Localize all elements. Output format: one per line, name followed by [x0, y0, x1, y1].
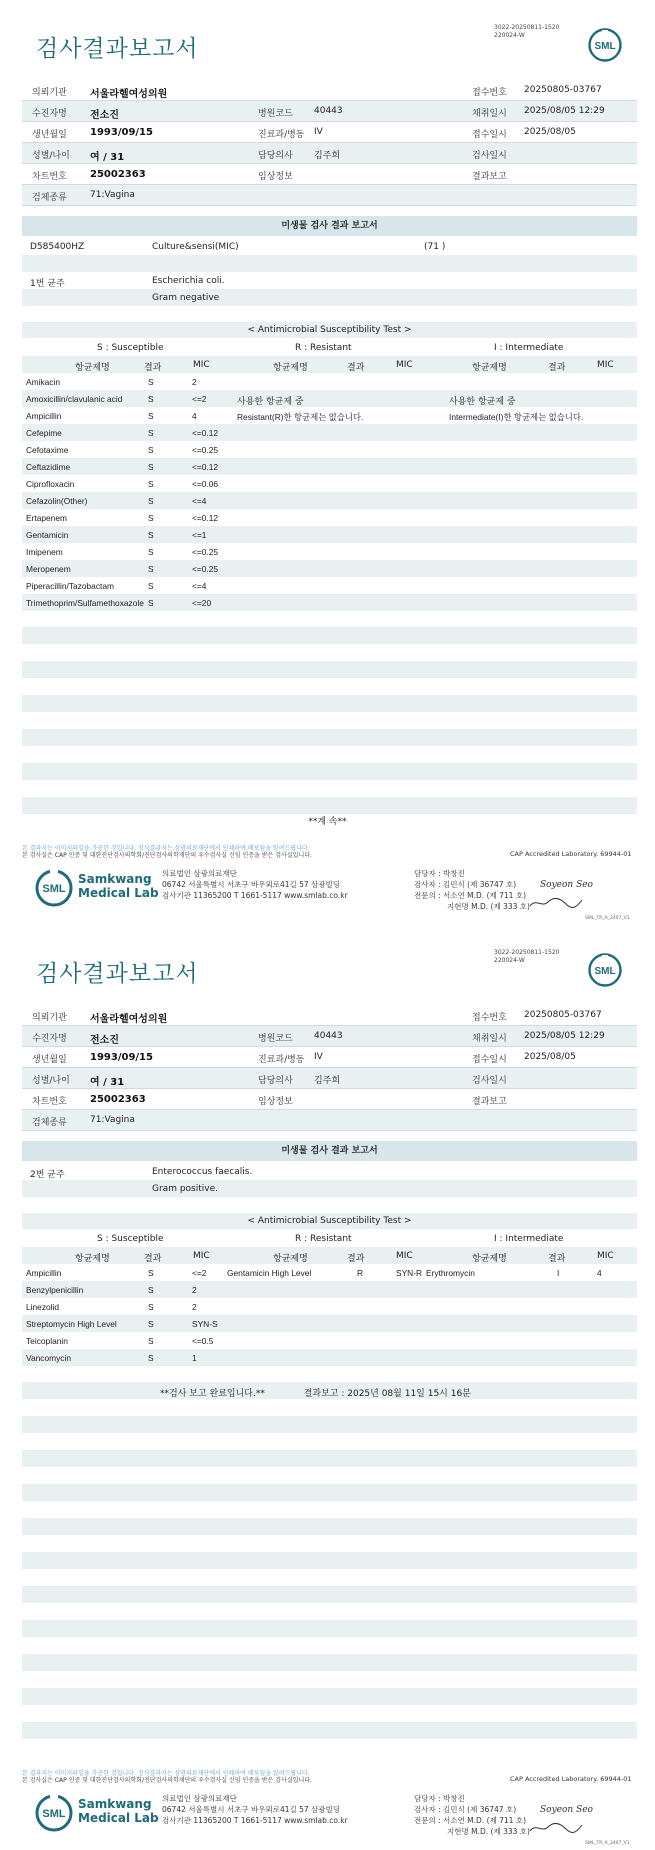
specimen-type: 71:Vagina: [90, 190, 135, 200]
ast-column-header: 항균제명 결과 MIC 항균제명 결과 MIC 항균제명 결과 MIC: [22, 1247, 637, 1264]
ast-row: [22, 1281, 637, 1298]
ast-row: [22, 1298, 637, 1315]
ast-row: [22, 577, 637, 594]
document-code: 3022-20250811-1520 220024-W: [494, 949, 560, 964]
received-date: 2025/08/05: [524, 127, 576, 137]
image-notice: 본 결과지는 이미지파일을 가공한 것입니다. 정식결과지는 삼광의료재단에서 인쇄하여 배포됨을 알려드립니다.: [22, 845, 310, 852]
ast-drug: Ampicillin: [26, 411, 62, 421]
ast-drug: Ertapenem: [26, 513, 67, 523]
ast-row: [22, 1332, 637, 1349]
ast-result: S: [148, 394, 154, 404]
ast-drug: Teicoplanin: [26, 1336, 68, 1346]
section-title: 미생물 검사 결과 보고서: [22, 216, 637, 236]
ast-drug: Ciprofloxacin: [26, 479, 75, 489]
ast-result: S: [148, 445, 154, 455]
lab-brand: Samkwang Medical Lab: [78, 872, 159, 900]
sml-logo-icon: [588, 953, 622, 987]
ast-drug: Piperacillin/Tazobactam: [26, 581, 114, 591]
patient-info: 의뢰기관 서울라헬여성의원 접수번호 20250805-03767 수진자명 전소진 병원코드 40443 채취일시 2025/08/05 12:29 생년월일 1993/09/15 진료과/병동 IV 접수일시 2025/08/05 성별/나이 여 / 31 담당의사 김주희 검사일시 차트번호 25002363 임상정보 결과보고 검체종류 71:Vagina: [22, 80, 637, 206]
received-date: 2025/08/05: [524, 1052, 576, 1062]
accreditation-notice: 본 검사실은 CAP 인증 및 대한진단검사의학회/진단검사의학재단의 우수검사실 신임 인증을 받은 검사실입니다.: [22, 1777, 312, 1784]
ast-mic: <=4: [192, 581, 207, 591]
stripe: [22, 1450, 637, 1467]
stripe: [22, 1484, 637, 1501]
ast-mic: <=0.25: [192, 445, 219, 455]
stripe: [22, 1416, 637, 1433]
stripe: [22, 729, 637, 746]
hospital-code: 40443: [314, 106, 343, 116]
chart-number: 25002363: [90, 1094, 146, 1105]
cap-accreditation: CAP Accredited Laboratory. 69944-01: [510, 1775, 632, 1783]
ast-row: [22, 475, 637, 492]
stripe: [22, 763, 637, 780]
lab-address: 의료법인 삼광의료재단 06742 서울특별시 서초구 바우뫼로41길 57 삼광빌딩 검사기관 11365200 T 1661-5117 www.smlab.co.kr: [162, 1794, 348, 1825]
ast-result: S: [148, 1336, 154, 1346]
stripe: [22, 695, 637, 712]
ast-drug: Streptomycin High Level: [26, 1319, 117, 1329]
department: IV: [314, 127, 323, 137]
ast-result: S: [148, 1302, 154, 1312]
ast-drug: Cefotaxime: [26, 445, 69, 455]
birth-date: 1993/09/15: [90, 127, 153, 138]
client-name: 서울라헬여성의원: [90, 1014, 168, 1025]
signature: Soyeon Seo: [540, 880, 593, 890]
patient-name: 전소진: [90, 110, 119, 121]
patient-name: 전소진: [90, 1035, 119, 1046]
stripe: [22, 1586, 637, 1603]
ast-mic: <=0.12: [192, 513, 219, 523]
lab-signatures: 담당자 : 박창진 검사자 : 김민식 (제 36747 호) 전문의 : 서소연 M.D. (제 711 호) 지현명 M.D. (제 333 호): [414, 1794, 530, 1836]
collected-datetime: 2025/08/05 12:29: [524, 106, 605, 116]
section-title: 미생물 검사 결과 보고서: [22, 1141, 637, 1161]
gram-row: Gram positive.: [22, 1180, 637, 1197]
stripe: [22, 255, 637, 272]
ast-mic: 2: [192, 1302, 197, 1312]
ast-mic: 2: [192, 377, 197, 387]
report-page-2: [0, 925, 655, 1850]
ast-mic: <=0.06: [192, 479, 219, 489]
ast-resistant-row: Gentamicin High Level R SYN-R Erythromycin I 4: [227, 1268, 602, 1278]
ast-mic: 1: [192, 1353, 197, 1363]
signature: Soyeon Seo: [540, 1805, 593, 1815]
ast-drug: Cefepime: [26, 428, 62, 438]
ast-title: < Antimicrobial Susceptibility Test >: [22, 1213, 637, 1229]
ast-result: S: [148, 428, 154, 438]
ast-row: [22, 441, 637, 458]
stripe: [22, 797, 637, 814]
ast-row: [22, 560, 637, 577]
ast-row: [22, 492, 637, 509]
sex-age: 여 / 31: [90, 152, 125, 163]
stripe: [22, 1722, 637, 1739]
ast-result: S: [148, 598, 154, 608]
svg-text:SML: SML: [42, 1808, 66, 1820]
ast-drug: Ampicillin: [26, 1268, 62, 1278]
stripe: [22, 1518, 637, 1535]
birth-date: 1993/09/15: [90, 1052, 153, 1063]
ast-result: S: [148, 479, 154, 489]
stripe: [22, 1620, 637, 1637]
ast-drug: Trimethoprim/Sulfamethoxazole: [26, 598, 144, 608]
svg-text:SML: SML: [594, 41, 616, 52]
ast-result: S: [148, 411, 154, 421]
ast-result: S: [148, 462, 154, 472]
isolate-name: Escherichia coli.: [152, 276, 225, 286]
sex-age: 여 / 31: [90, 1077, 125, 1088]
isolate-row: 2번 균주 Enterococcus faecalis.: [30, 1167, 253, 1180]
ast-result: S: [148, 547, 154, 557]
signature-mark: [528, 896, 584, 910]
ast-mic: <=0.25: [192, 547, 219, 557]
ast-legend: S : Susceptible R : Resistant I : Intermediate: [97, 1234, 564, 1244]
test-row: D585400HZ Culture&sensi(MIC) (71 ): [30, 242, 446, 252]
cap-accreditation: CAP Accredited Laboratory. 69944-01: [510, 850, 632, 858]
ast-result: S: [148, 564, 154, 574]
ast-result: S: [148, 581, 154, 591]
isolate-name: Enterococcus faecalis.: [152, 1167, 253, 1177]
doctor-name: 김주희: [314, 151, 341, 161]
stripe: [22, 627, 637, 644]
ast-drug: Cefazolin(Other): [26, 496, 88, 506]
ast-mic: <=0.5: [192, 1336, 214, 1346]
stripe: [22, 1654, 637, 1671]
receipt-number: 20250805-03767: [524, 85, 602, 95]
ast-legend: S : Susceptible R : Resistant I : Intermediate: [97, 343, 564, 353]
isolate-row: 1번 균주 Escherichia coli.: [30, 276, 225, 289]
ast-notes-2: Resistant(R)한 항균제는 없습니다. Intermediate(I)한 항균제는 없습니다.: [237, 412, 584, 422]
ast-mic: <=1: [192, 530, 207, 540]
chart-number: 25002363: [90, 169, 146, 180]
ast-notes: 사용한 항균제 중 사용한 항균제 중: [237, 397, 516, 407]
department: IV: [314, 1052, 323, 1062]
ast-row: [22, 1349, 637, 1366]
ast-result: S: [148, 377, 154, 387]
form-code: SML_TR_A_2407_V1: [585, 916, 630, 921]
ast-mic: <=4: [192, 496, 207, 506]
ast-column-header: 항균제명 결과 MIC 항균제명 결과 MIC 항균제명 결과 MIC: [22, 356, 637, 373]
ast-drug: Meropenem: [26, 564, 71, 574]
ast-mic: <=0.12: [192, 462, 219, 472]
ast-result: S: [148, 1285, 154, 1295]
ast-mic: 2: [192, 1285, 197, 1295]
svg-text:SML: SML: [594, 966, 616, 977]
collected-datetime: 2025/08/05 12:29: [524, 1031, 605, 1041]
ast-row: [22, 509, 637, 526]
ast-mic: 4: [192, 411, 197, 421]
gram-row: Gram negative: [22, 289, 637, 306]
ast-result: S: [148, 1353, 154, 1363]
lab-address: 의료법인 삼광의료재단 06742 서울특별시 서초구 바우뫼로41길 57 삼광빌딩 검사기관 11365200 T 1661-5117 www.smlab.co.kr: [162, 869, 348, 900]
svg-text:SML: SML: [42, 883, 66, 895]
ast-row: [22, 543, 637, 560]
ast-drug: Ceftazidime: [26, 462, 71, 472]
ast-mic: <=20: [192, 598, 212, 608]
patient-info: 의뢰기관 서울라헬여성의원 접수번호 20250805-03767 수진자명 전소진 병원코드 40443 채취일시 2025/08/05 12:29 생년월일 1993/09/15 진료과/병동 IV 접수일시 2025/08/05 성별/나이 여 / 31 담당의사 김주희 검사일시 차트번호 25002363 임상정보 결과보고 검체종류 71:Vagina: [22, 1005, 637, 1131]
doctor-name: 김주희: [314, 1076, 341, 1086]
continued-label: **계 속**: [308, 817, 347, 827]
ast-drug: Amikacin: [26, 377, 60, 387]
ast-row: [22, 594, 637, 611]
sml-footer-logo-icon: [34, 868, 74, 908]
page-title: 검사결과보고서: [36, 961, 199, 987]
ast-drug: Gentamicin: [26, 530, 69, 540]
ast-drug: Vancomycin: [26, 1353, 71, 1363]
accreditation-notice: 본 검사실은 CAP 인증 및 대한진단검사의학회/진단검사의학재단의 우수검사실 신임 인증을 받은 검사실입니다.: [22, 852, 312, 859]
sml-footer-logo-icon: [34, 1793, 74, 1833]
ast-mic: <=0.12: [192, 428, 219, 438]
image-notice: 본 결과지는 이미지파일을 가공한 것입니다. 정식결과지는 삼광의료재단에서 인쇄하여 배포됨을 알려드립니다.: [22, 1770, 310, 1777]
stripe: [22, 661, 637, 678]
ast-result: S: [148, 530, 154, 540]
lab-signatures: 담당자 : 박창진 검사자 : 김민식 (제 36747 호) 전문의 : 서소연 M.D. (제 711 호) 지현명 M.D. (제 333 호): [414, 869, 530, 911]
signature-mark: [528, 1821, 584, 1835]
ast-title: < Antimicrobial Susceptibility Test >: [22, 322, 637, 338]
stripe: [22, 1552, 637, 1569]
ast-mic: <=2: [192, 1268, 207, 1278]
ast-drug: Benzylpenicillin: [26, 1285, 84, 1295]
page-title: 검사결과보고서: [36, 36, 199, 62]
ast-mic: <=0.25: [192, 564, 219, 574]
ast-drug: Linezolid: [26, 1302, 60, 1312]
ast-result: S: [148, 1319, 154, 1329]
stripe: [22, 1688, 637, 1705]
document-code: 3022-20250811-1520 220024-W: [494, 24, 560, 39]
ast-drug: Imipenem: [26, 547, 63, 557]
ast-row: [22, 1315, 637, 1332]
ast-mic: SYN-S: [192, 1319, 218, 1329]
ast-result: S: [148, 1268, 154, 1278]
sml-logo-icon: [588, 28, 622, 62]
receipt-number: 20250805-03767: [524, 1010, 602, 1020]
ast-mic: <=2: [192, 394, 207, 404]
hospital-code: 40443: [314, 1031, 343, 1041]
ast-drug: Amoxicillin/clavulanic acid: [26, 394, 123, 404]
completion-notice: **검사 보고 완료입니다.** 결과보고 : 2025년 08월 11일 15시 16분: [160, 1389, 471, 1399]
ast-row: [22, 424, 637, 441]
ast-result: S: [148, 513, 154, 523]
ast-result: S: [148, 496, 154, 506]
ast-row: [22, 458, 637, 475]
specimen-type: 71:Vagina: [90, 1115, 135, 1125]
ast-row: [22, 526, 637, 543]
client-name: 서울라헬여성의원: [90, 89, 168, 100]
form-code: SML_TR_A_2407_V1: [585, 1841, 630, 1846]
ast-row: [22, 373, 637, 390]
lab-brand: Samkwang Medical Lab: [78, 1797, 159, 1825]
